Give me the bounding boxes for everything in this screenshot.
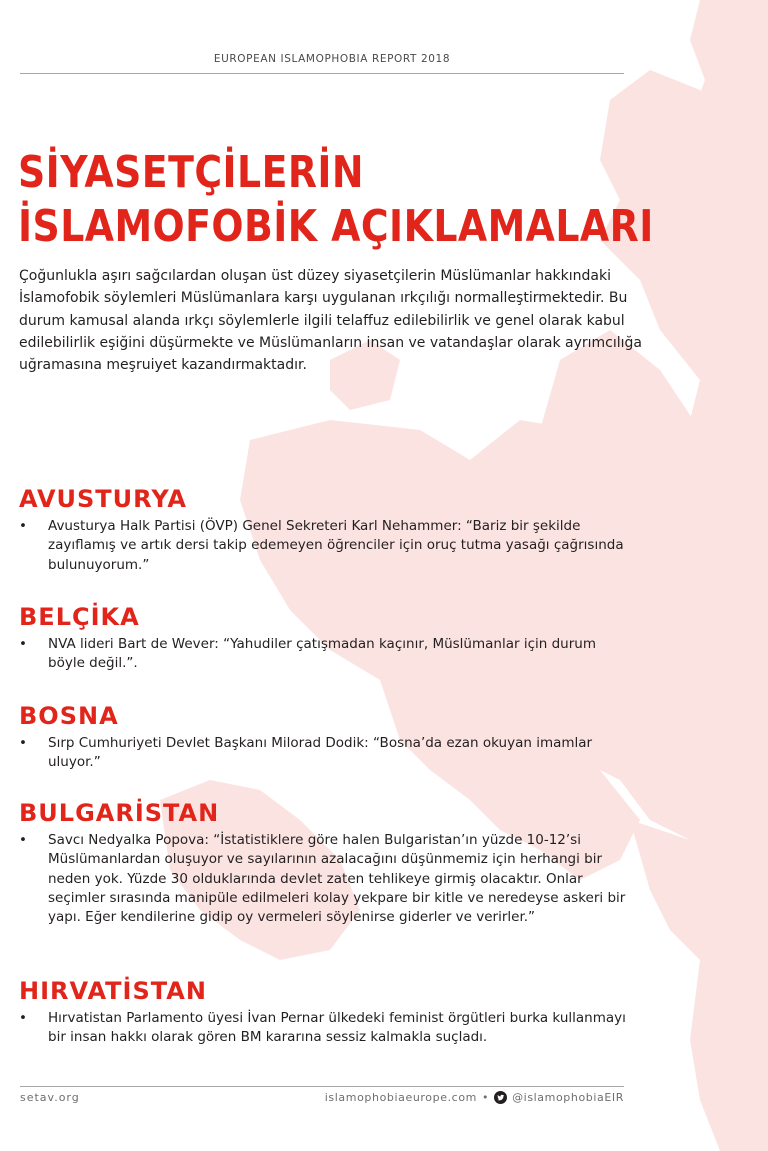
quote-item: • Hırvatistan Parlamento üyesi İvan Pernar ülkedeki feminist örgütleri burka kullanmayı bir insan hakkı olarak gören BM kararına sessiz kalmakla suçladı. bbox=[48, 1009, 628, 1048]
page-title-line-1: SİYASETÇİLERİN bbox=[18, 147, 365, 198]
twitter-icon bbox=[494, 1091, 507, 1104]
quote-item: • NVA lideri Bart de Wever: “Yahudiler çatışmadan kaçınır, Müslümanlar için durum böyle değil.”. bbox=[48, 635, 628, 674]
page-title bbox=[18, 146, 654, 254]
section-heading-avusturya: AVUSTURYA bbox=[19, 485, 187, 513]
section-heading-bulgaristan: BULGARİSTAN bbox=[19, 799, 220, 827]
section-avusturya bbox=[0, 484, 768, 575]
footer-divider bbox=[20, 1086, 624, 1087]
footer-separator: • bbox=[481, 1091, 490, 1104]
quote-list-bosna bbox=[0, 734, 768, 773]
section-heading-bosna: BOSNA bbox=[19, 702, 119, 730]
section-hirvatistan bbox=[0, 976, 768, 1048]
intro-paragraph: Çoğunlukla aşırı sağcılardan oluşan üst düzey siyasetçilerin Müslümanlar hakkındaki İslamofobik söylemleri Müslümanlara karşı uygulanan ırkçılığı normalleştirmektedir. Bu durum kamusal alanda ırkçı söylemlerle ilgili telaffuz edilebilirlik ve genel olarak kabul edilebilirlik eşiğini düşürmekte ve Müslümanların insan ve vatandaşlar olarak ayrımcılığa uğramasına meşruiyet kazandırmaktadır. bbox=[19, 268, 643, 374]
quote-list-belcika bbox=[0, 635, 768, 674]
page-title-line-2: İSLAMOFOBİK AÇIKLAMALARI bbox=[18, 201, 654, 252]
footer-site-link[interactable]: setav.org bbox=[20, 1091, 80, 1104]
header-divider bbox=[20, 73, 624, 74]
footer-twitter-handle[interactable]: @islamophobiaEIR bbox=[512, 1091, 624, 1104]
quote-list-bulgaristan bbox=[0, 831, 768, 927]
section-heading-belcika: BELÇİKA bbox=[19, 603, 140, 631]
quote-list-hirvatistan bbox=[0, 1009, 768, 1048]
quote-item: • Sırp Cumhuriyeti Devlet Başkanı Milorad Dodik: “Bosna’da ezan okuyan imamlar uluyor.” bbox=[48, 734, 628, 773]
report-header-title: EUROPEAN ISLAMOPHOBIA REPORT 2018 bbox=[213, 53, 451, 65]
quote-item: • Savcı Nedyalka Popova: “İstatistiklere göre halen Bulgaristan’ın yüzde 10-12’si Müslümanlardan oluşuyor ve sayılarının azalacağını düşünmemiz için herhangi bir neden yok. Yüzde 30 olduklarında devlet zaten tehlikeye girmiş olacaktır. Onlar seçimler sırasında manipüle edilmeleri kolay yekpare bir kitle ve neredeyse askeri bir yapı. Eğer kendilerine gidip oy vermeleri söylenirse giderler ve verirler.” bbox=[48, 831, 628, 927]
section-bosna bbox=[0, 701, 768, 773]
quote-item: • Avusturya Halk Partisi (ÖVP) Genel Sekreteri Karl Nehammer: “Bariz bir şekilde zayıflamış ve artık dersi takip edemeyen öğrenciler için oruç tutma yasağı çağrısında bulunuyorum.” bbox=[48, 517, 628, 575]
section-heading-hirvatistan: HIRVATİSTAN bbox=[19, 977, 207, 1005]
section-belcika bbox=[0, 602, 768, 674]
quote-list-avusturya bbox=[0, 517, 768, 575]
footer-links bbox=[325, 1091, 624, 1104]
section-bulgaristan bbox=[0, 798, 768, 927]
footer-report-site-link[interactable]: islamophobiaeurope.com bbox=[324, 1091, 477, 1104]
